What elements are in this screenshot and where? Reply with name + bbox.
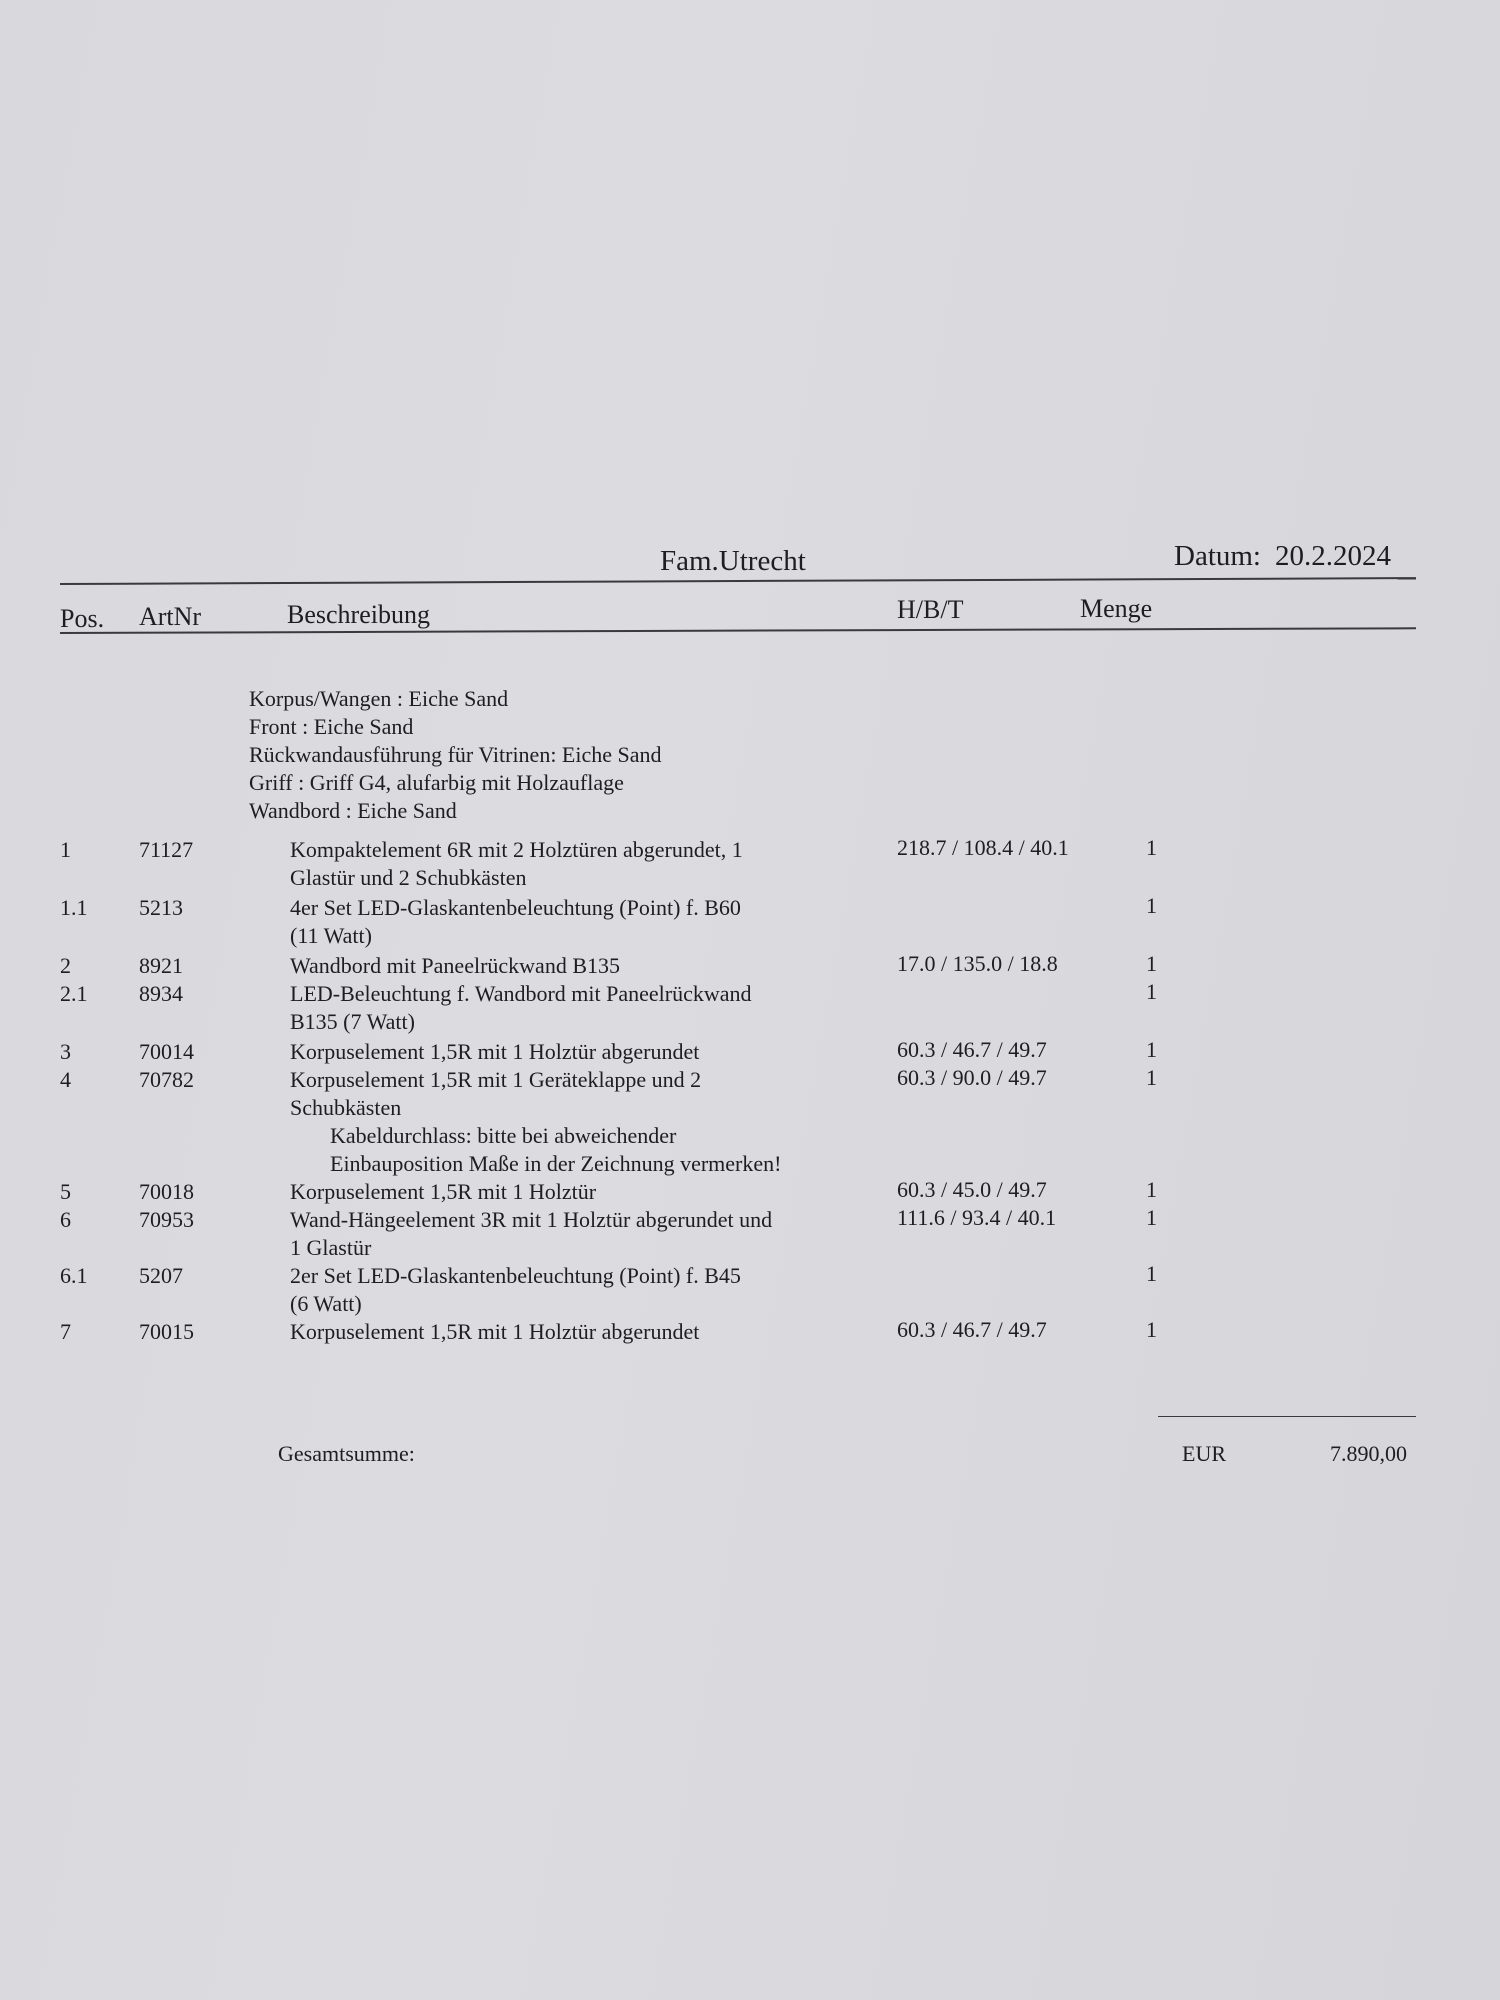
total-rule	[1158, 1416, 1416, 1417]
row-artnr: 5207	[139, 1263, 183, 1288]
row-pos: 3	[60, 1039, 71, 1064]
date-block	[1174, 540, 1391, 573]
header-rule-bottom	[60, 627, 1416, 634]
row-pos: 5	[60, 1179, 71, 1204]
row-dimensions: 60.3 / 90.0 / 49.7	[897, 1065, 1047, 1090]
row-description: Wandbord mit Paneelrückwand B135	[290, 953, 620, 978]
spec-line: Rückwandausführung für Vitrinen: Eiche Sand	[249, 742, 662, 767]
row-pos: 2.1	[60, 981, 88, 1006]
row-description: Korpuselement 1,5R mit 1 Holztür	[290, 1179, 597, 1204]
total-label: Gesamtsumme:	[278, 1441, 415, 1466]
column-header-pos: Pos.	[60, 604, 105, 633]
row-artnr: 70014	[139, 1039, 194, 1064]
row-quantity: 1	[1146, 1261, 1157, 1286]
spec-line: Front : Eiche Sand	[249, 714, 414, 739]
row-artnr: 70953	[139, 1207, 194, 1232]
customer-name: Fam.Utrecht	[660, 545, 806, 577]
row-pos: 1.1	[60, 895, 88, 920]
row-quantity: 1	[1146, 893, 1157, 918]
row-description-cont: B135 (7 Watt)	[290, 1009, 415, 1034]
row-artnr: 8934	[139, 981, 183, 1006]
spec-line: Wandbord : Eiche Sand	[249, 798, 457, 823]
row-description: Korpuselement 1,5R mit 1 Geräteklappe und 2	[290, 1067, 702, 1092]
date-label: Datum:	[1174, 540, 1261, 572]
row-pos: 7	[60, 1319, 71, 1344]
total-value: 7.890,00	[1330, 1441, 1407, 1466]
row-description-cont: Schubkästen	[290, 1095, 402, 1120]
row-description: Korpuselement 1,5R mit 1 Holztür abgerundet	[290, 1319, 700, 1344]
column-header-dimensions: H/B/T	[897, 595, 964, 624]
row-note: Kabeldurchlass: bitte bei abweichender	[330, 1123, 677, 1148]
row-description-cont: 1 Glastür	[290, 1235, 372, 1260]
date-value: 20.2.2024	[1275, 540, 1391, 572]
total-currency: EUR	[1182, 1441, 1226, 1466]
row-artnr: 5213	[139, 895, 183, 920]
row-dimensions: 111.6 / 93.4 / 40.1	[897, 1205, 1057, 1230]
row-pos: 2	[60, 953, 71, 978]
row-pos: 6.1	[60, 1263, 88, 1288]
row-artnr: 8921	[139, 953, 183, 978]
row-quantity: 1	[1146, 1177, 1157, 1202]
row-pos: 4	[60, 1067, 71, 1092]
row-dimensions: 60.3 / 46.7 / 49.7	[897, 1317, 1047, 1342]
row-artnr: 71127	[139, 837, 194, 862]
column-header-artnr: ArtNr	[139, 602, 202, 631]
row-dimensions: 218.7 / 108.4 / 40.1	[897, 835, 1069, 860]
row-description: Kompaktelement 6R mit 2 Holztüren abgerundet, 1	[290, 837, 743, 862]
row-quantity: 1	[1146, 1317, 1157, 1342]
row-quantity: 1	[1146, 951, 1157, 976]
spec-line: Griff : Griff G4, alufarbig mit Holzauflage	[249, 770, 624, 795]
row-description: 4er Set LED-Glaskantenbeleuchtung (Point) f. B60	[290, 895, 741, 920]
row-artnr: 70018	[139, 1179, 194, 1204]
row-quantity: 1	[1146, 1065, 1157, 1090]
column-header-description: Beschreibung	[287, 600, 430, 629]
row-quantity: 1	[1146, 1037, 1157, 1062]
row-pos: 1	[60, 837, 71, 862]
row-description: 2er Set LED-Glaskantenbeleuchtung (Point) f. B45	[290, 1263, 741, 1288]
row-quantity: 1	[1146, 835, 1157, 860]
header-rule-top	[60, 577, 1416, 585]
column-header-quantity: Menge	[1080, 594, 1153, 623]
row-dimensions: 60.3 / 45.0 / 49.7	[897, 1177, 1047, 1202]
row-dimensions: 17.0 / 135.0 / 18.8	[897, 951, 1058, 976]
row-description: LED-Beleuchtung f. Wandbord mit Paneelrückwand	[290, 981, 752, 1006]
row-quantity: 1	[1146, 979, 1157, 1004]
row-description: Korpuselement 1,5R mit 1 Holztür abgerundet	[290, 1039, 700, 1064]
row-artnr: 70015	[139, 1319, 194, 1344]
row-artnr: 70782	[139, 1067, 194, 1092]
row-dimensions: 60.3 / 46.7 / 49.7	[897, 1037, 1047, 1062]
row-description-cont: (6 Watt)	[290, 1291, 362, 1316]
row-quantity: 1	[1146, 1205, 1157, 1230]
row-description-cont: Glastür und 2 Schubkästen	[290, 865, 527, 890]
row-note-cont: Einbauposition Maße in der Zeichnung vermerken!	[330, 1151, 782, 1176]
spec-line: Korpus/Wangen : Eiche Sand	[249, 686, 509, 711]
row-pos: 6	[60, 1207, 71, 1232]
row-description-cont: (11 Watt)	[290, 923, 372, 948]
row-description: Wand-Hängeelement 3R mit 1 Holztür abgerundet und	[290, 1207, 773, 1232]
